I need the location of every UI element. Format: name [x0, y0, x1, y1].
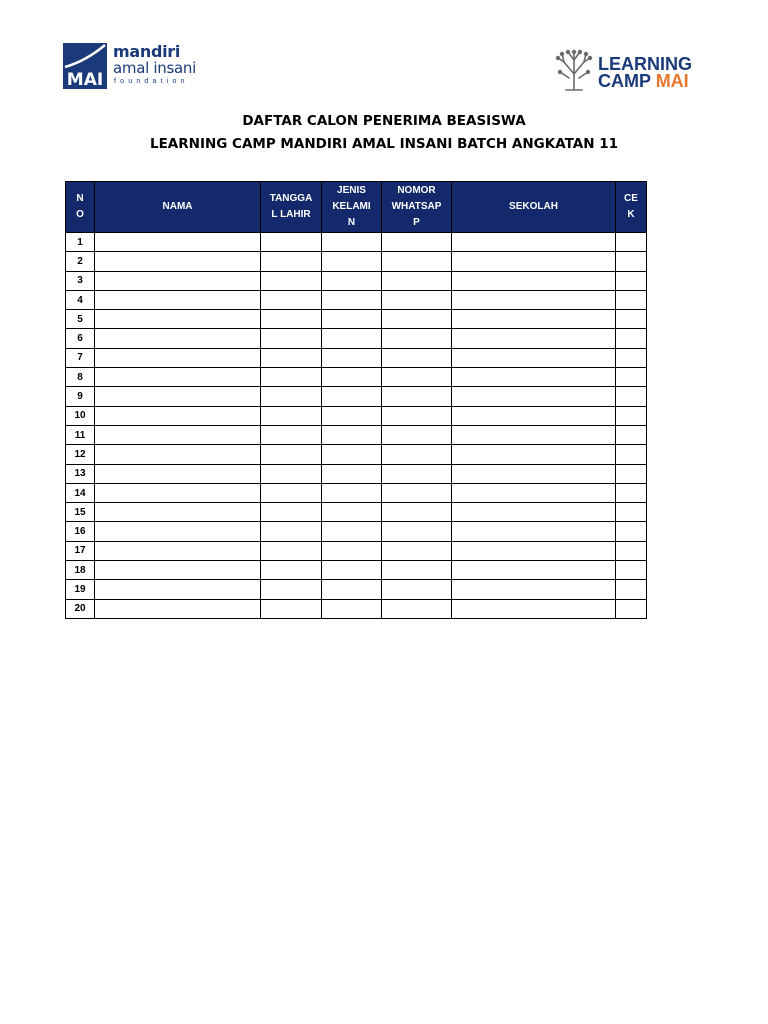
- cell-jenis-kelamin[interactable]: [322, 561, 382, 580]
- cell-cek[interactable]: [616, 290, 647, 309]
- cell-sekolah[interactable]: [452, 368, 616, 387]
- cell-no: 20: [66, 599, 95, 618]
- table-row: [66, 425, 647, 444]
- logo-mai-text: MAI: [655, 71, 689, 91]
- cell-tanggal-lahir[interactable]: [261, 561, 322, 580]
- cell-sekolah[interactable]: [452, 580, 616, 599]
- cell-jenis-kelamin[interactable]: [322, 252, 382, 271]
- tree-icon: [552, 48, 596, 92]
- cell-nama[interactable]: [95, 387, 261, 406]
- cell-nama[interactable]: [95, 406, 261, 425]
- cell-no: 18: [66, 561, 95, 580]
- cell-sekolah[interactable]: [452, 310, 616, 329]
- cell-nomor-whatsapp[interactable]: [382, 406, 452, 425]
- brand-name: mandiri: [113, 42, 181, 61]
- document-title: DAFTAR CALON PENERIMA BEASISWA: [242, 113, 526, 129]
- logo-line-camp-mai: [598, 71, 689, 92]
- cell-nama[interactable]: [95, 522, 261, 541]
- cell-cek[interactable]: [616, 233, 647, 252]
- table-row: [66, 252, 647, 271]
- cell-tanggal-lahir[interactable]: [261, 522, 322, 541]
- cell-nomor-whatsapp[interactable]: [382, 233, 452, 252]
- table-row: [66, 599, 647, 618]
- cell-nama[interactable]: [95, 503, 261, 522]
- logo-line-learning: LEARNING: [598, 54, 692, 74]
- cell-jenis-kelamin[interactable]: [322, 348, 382, 367]
- cell-tanggal-lahir[interactable]: [261, 425, 322, 444]
- cell-jenis-kelamin[interactable]: [322, 290, 382, 309]
- cell-cek[interactable]: [616, 348, 647, 367]
- cell-nama[interactable]: [95, 561, 261, 580]
- table-row: [66, 310, 647, 329]
- cell-nama[interactable]: [95, 368, 261, 387]
- cell-tanggal-lahir[interactable]: [261, 503, 322, 522]
- header-cek: CE K: [616, 182, 647, 233]
- cell-no: 1: [66, 233, 95, 252]
- cell-nama[interactable]: [95, 580, 261, 599]
- cell-nomor-whatsapp[interactable]: [382, 580, 452, 599]
- badge-text: MAI: [66, 70, 104, 89]
- cell-sekolah[interactable]: [452, 387, 616, 406]
- cell-nomor-whatsapp[interactable]: [382, 464, 452, 483]
- table-row: [66, 368, 647, 387]
- scholarship-candidate-table: [65, 181, 647, 619]
- cell-cek[interactable]: [616, 368, 647, 387]
- table-row: [66, 271, 647, 290]
- cell-sekolah[interactable]: [452, 503, 616, 522]
- document-subtitle: LEARNING CAMP MANDIRI AMAL INSANI BATCH ANGKATAN 11: [149, 136, 618, 152]
- table-row: [66, 387, 647, 406]
- cell-jenis-kelamin[interactable]: [322, 464, 382, 483]
- cell-tanggal-lahir[interactable]: [261, 464, 322, 483]
- cell-nomor-whatsapp[interactable]: [382, 425, 452, 444]
- cell-no: 11: [66, 425, 95, 444]
- header-sekolah: SEKOLAH: [452, 182, 616, 233]
- cell-no: 3: [66, 271, 95, 290]
- cell-no: 6: [66, 329, 95, 348]
- cell-no: 17: [66, 541, 95, 560]
- table-row: [66, 348, 647, 367]
- cell-sekolah[interactable]: [452, 271, 616, 290]
- cell-nama[interactable]: [95, 541, 261, 560]
- table-row: [66, 464, 647, 483]
- cell-cek[interactable]: [616, 425, 647, 444]
- cell-cek[interactable]: [616, 271, 647, 290]
- cell-tanggal-lahir[interactable]: [261, 541, 322, 560]
- cell-sekolah[interactable]: [452, 233, 616, 252]
- brand-tagline: foundation: [114, 78, 189, 85]
- header-nama: NAMA: [95, 182, 261, 233]
- table-row: [66, 329, 647, 348]
- table-row: [66, 580, 647, 599]
- cell-nomor-whatsapp[interactable]: [382, 522, 452, 541]
- header-no: N O: [66, 182, 95, 233]
- cell-nama[interactable]: [95, 464, 261, 483]
- cell-nomor-whatsapp[interactable]: [382, 310, 452, 329]
- cell-sekolah[interactable]: [452, 290, 616, 309]
- cell-nama[interactable]: [95, 348, 261, 367]
- cell-nama[interactable]: [95, 233, 261, 252]
- table-row: [66, 483, 647, 502]
- cell-cek[interactable]: [616, 310, 647, 329]
- cell-jenis-kelamin[interactable]: [322, 522, 382, 541]
- cell-sekolah[interactable]: [452, 483, 616, 502]
- cell-jenis-kelamin[interactable]: [322, 425, 382, 444]
- cell-tanggal-lahir[interactable]: [261, 445, 322, 464]
- cell-jenis-kelamin[interactable]: [322, 445, 382, 464]
- cell-cek[interactable]: [616, 445, 647, 464]
- cell-tanggal-lahir[interactable]: [261, 580, 322, 599]
- cell-nama[interactable]: [95, 271, 261, 290]
- table-row: [66, 290, 647, 309]
- cell-jenis-kelamin[interactable]: [322, 483, 382, 502]
- cell-sekolah[interactable]: [452, 445, 616, 464]
- cell-nomor-whatsapp[interactable]: [382, 541, 452, 560]
- cell-jenis-kelamin[interactable]: [322, 329, 382, 348]
- learning-camp-logo: [552, 48, 702, 94]
- cell-no: 5: [66, 310, 95, 329]
- table-row: [66, 445, 647, 464]
- cell-no: 19: [66, 580, 95, 599]
- cell-no: 9: [66, 387, 95, 406]
- cell-cek[interactable]: [616, 541, 647, 560]
- cell-tanggal-lahir[interactable]: [261, 348, 322, 367]
- mandiri-amal-insani-logo: [63, 43, 203, 91]
- cell-jenis-kelamin[interactable]: [322, 599, 382, 618]
- cell-nama[interactable]: [95, 329, 261, 348]
- cell-nomor-whatsapp[interactable]: [382, 252, 452, 271]
- cell-sekolah[interactable]: [452, 425, 616, 444]
- cell-tanggal-lahir[interactable]: [261, 310, 322, 329]
- cell-sekolah[interactable]: [452, 348, 616, 367]
- cell-nama[interactable]: [95, 252, 261, 271]
- cell-cek[interactable]: [616, 329, 647, 348]
- cell-nama[interactable]: [95, 310, 261, 329]
- cell-no: 8: [66, 368, 95, 387]
- cell-tanggal-lahir[interactable]: [261, 599, 322, 618]
- cell-sekolah[interactable]: [452, 464, 616, 483]
- header-jenis-kelamin: JENIS KELAMI N: [322, 182, 382, 233]
- table-row: [66, 503, 647, 522]
- cell-jenis-kelamin[interactable]: [322, 541, 382, 560]
- cell-cek[interactable]: [616, 503, 647, 522]
- cell-nama[interactable]: [95, 290, 261, 309]
- cell-no: 10: [66, 406, 95, 425]
- cell-tanggal-lahir[interactable]: [261, 406, 322, 425]
- header-tanggal-lahir: TANGGA L LAHIR: [261, 182, 322, 233]
- cell-tanggal-lahir[interactable]: [261, 252, 322, 271]
- table-row: [66, 406, 647, 425]
- cell-tanggal-lahir[interactable]: [261, 271, 322, 290]
- cell-sekolah[interactable]: [452, 599, 616, 618]
- cell-no: 12: [66, 445, 95, 464]
- cell-no: 4: [66, 290, 95, 309]
- cell-jenis-kelamin[interactable]: [322, 233, 382, 252]
- cell-tanggal-lahir[interactable]: [261, 290, 322, 309]
- cell-sekolah[interactable]: [452, 252, 616, 271]
- cell-cek[interactable]: [616, 252, 647, 271]
- cell-no: 14: [66, 483, 95, 502]
- cell-jenis-kelamin[interactable]: [322, 580, 382, 599]
- cell-cek[interactable]: [616, 464, 647, 483]
- cell-cek[interactable]: [616, 580, 647, 599]
- cell-cek[interactable]: [616, 406, 647, 425]
- table-header-row: [66, 182, 647, 233]
- table-row: [66, 541, 647, 560]
- brand-subname: amal insani: [113, 59, 196, 77]
- cell-nama[interactable]: [95, 425, 261, 444]
- cell-nama[interactable]: [95, 599, 261, 618]
- cell-no: 16: [66, 522, 95, 541]
- cell-no: 13: [66, 464, 95, 483]
- cell-sekolah[interactable]: [452, 406, 616, 425]
- cell-nomor-whatsapp[interactable]: [382, 387, 452, 406]
- cell-nama[interactable]: [95, 445, 261, 464]
- cell-tanggal-lahir[interactable]: [261, 483, 322, 502]
- cell-nomor-whatsapp[interactable]: [382, 329, 452, 348]
- cell-nomor-whatsapp[interactable]: [382, 599, 452, 618]
- table-row: [66, 522, 647, 541]
- cell-nomor-whatsapp[interactable]: [382, 271, 452, 290]
- cell-no: 7: [66, 348, 95, 367]
- cell-nomor-whatsapp[interactable]: [382, 503, 452, 522]
- logo-camp-text: CAMP: [598, 71, 656, 91]
- cell-sekolah[interactable]: [452, 541, 616, 560]
- cell-jenis-kelamin[interactable]: [322, 387, 382, 406]
- cell-jenis-kelamin[interactable]: [322, 503, 382, 522]
- cell-sekolah[interactable]: [452, 329, 616, 348]
- cell-jenis-kelamin[interactable]: [322, 368, 382, 387]
- cell-nomor-whatsapp[interactable]: [382, 368, 452, 387]
- cell-tanggal-lahir[interactable]: [261, 233, 322, 252]
- cell-cek[interactable]: [616, 483, 647, 502]
- cell-nomor-whatsapp[interactable]: [382, 348, 452, 367]
- cell-no: 2: [66, 252, 95, 271]
- cell-nomor-whatsapp[interactable]: [382, 290, 452, 309]
- cell-tanggal-lahir[interactable]: [261, 329, 322, 348]
- table-row: [66, 561, 647, 580]
- cell-cek[interactable]: [616, 561, 647, 580]
- cell-sekolah[interactable]: [452, 561, 616, 580]
- mai-logo-icon: [63, 43, 107, 89]
- cell-jenis-kelamin[interactable]: [322, 271, 382, 290]
- cell-jenis-kelamin[interactable]: [322, 310, 382, 329]
- table-row: [66, 233, 647, 252]
- cell-cek[interactable]: [616, 522, 647, 541]
- cell-nomor-whatsapp[interactable]: [382, 445, 452, 464]
- cell-cek[interactable]: [616, 599, 647, 618]
- cell-nama[interactable]: [95, 483, 261, 502]
- cell-tanggal-lahir[interactable]: [261, 368, 322, 387]
- cell-nomor-whatsapp[interactable]: [382, 483, 452, 502]
- header-nomor-whatsapp: NOMOR WHATSAP P: [382, 182, 452, 233]
- cell-cek[interactable]: [616, 387, 647, 406]
- cell-tanggal-lahir[interactable]: [261, 387, 322, 406]
- cell-jenis-kelamin[interactable]: [322, 406, 382, 425]
- table-body: [66, 233, 647, 619]
- cell-no: 15: [66, 503, 95, 522]
- cell-sekolah[interactable]: [452, 522, 616, 541]
- cell-nomor-whatsapp[interactable]: [382, 561, 452, 580]
